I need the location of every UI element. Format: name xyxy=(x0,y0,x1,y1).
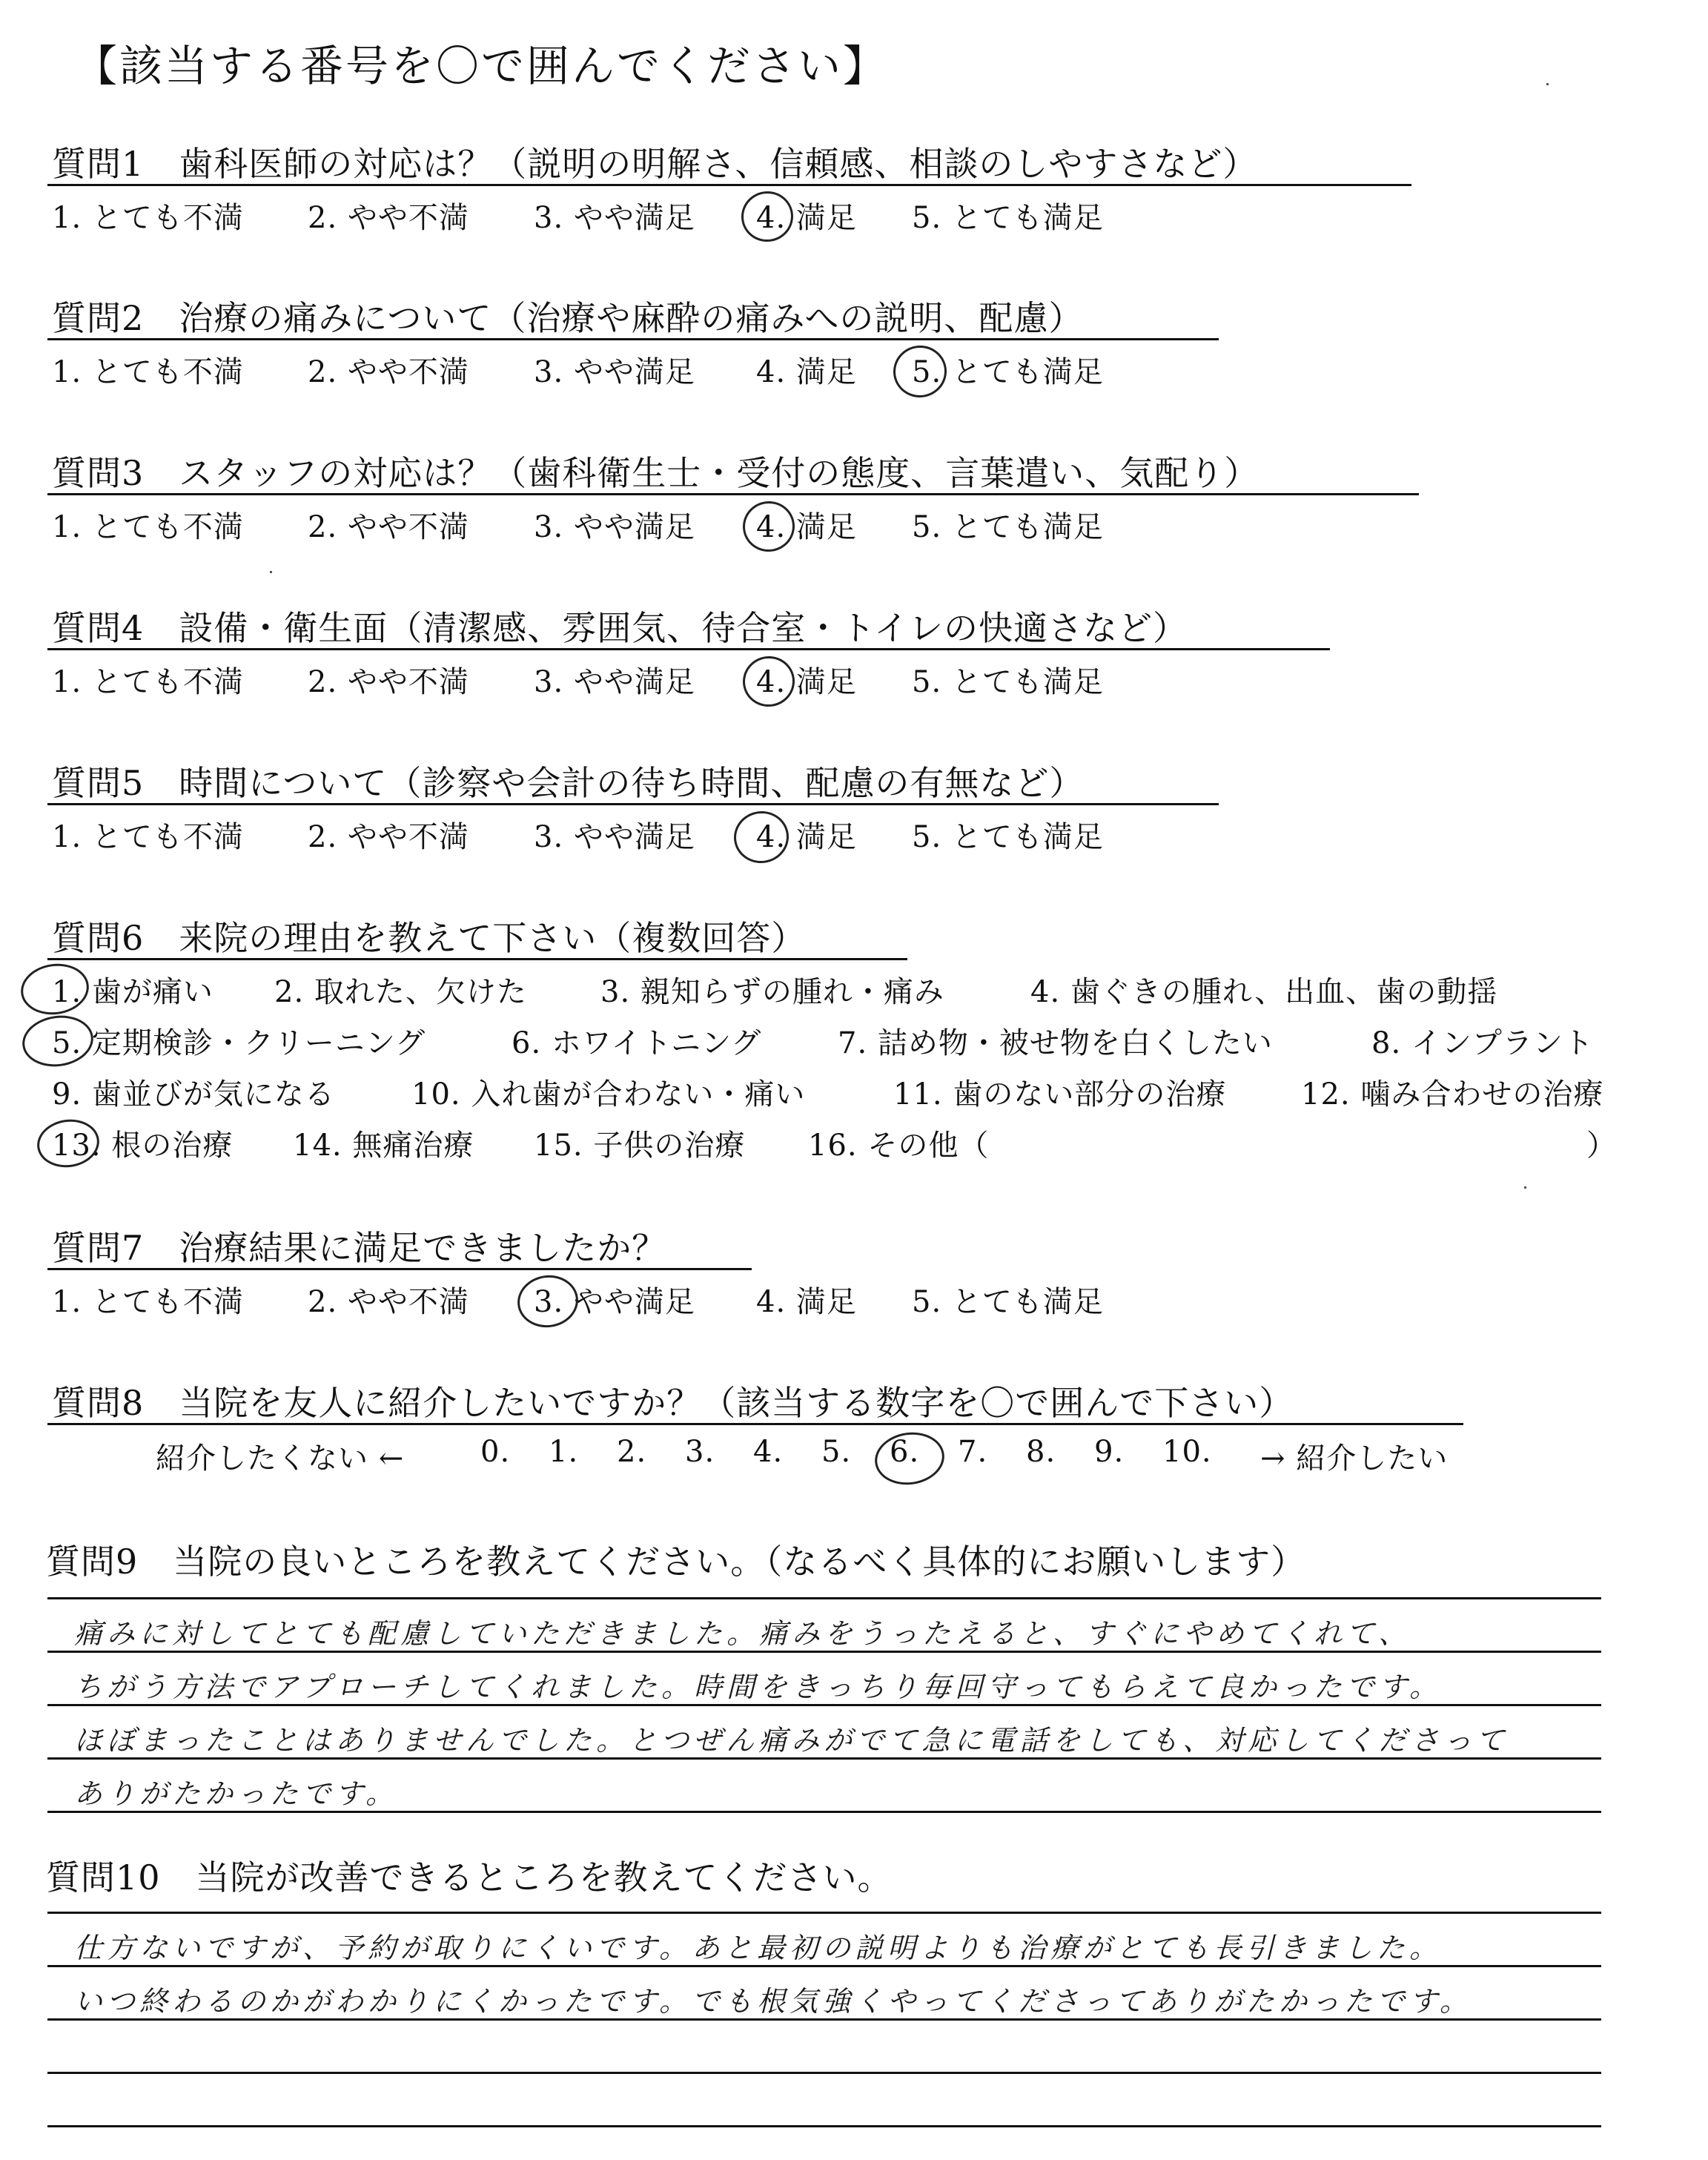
page-title: 【該当する番号を〇で囲んでください】 xyxy=(74,41,889,91)
question-5-underline xyxy=(47,803,1219,805)
q3-option-4[interactable]: 4. 満足 xyxy=(756,510,857,544)
question-10-label: 質問10 当院が改善できるところを教えてください。 xyxy=(46,1857,893,1898)
question-1-underline xyxy=(47,184,1411,186)
q8-scale-8[interactable]: 8. xyxy=(1026,1435,1056,1469)
q8-scale-10[interactable]: 10. xyxy=(1162,1435,1212,1469)
q3-option-1[interactable]: 1. とても不満 xyxy=(52,510,244,544)
question-2-underline xyxy=(47,338,1219,340)
q4-option-3[interactable]: 3. やや満足 xyxy=(534,665,695,699)
q2-option-3[interactable]: 3. やや満足 xyxy=(534,355,695,389)
q8-scale-1[interactable]: 1. xyxy=(549,1435,579,1469)
q10-answer-rule-1 xyxy=(47,1912,1601,1914)
question-4-label: 質問4 設備・衛生面（清潔感、雰囲気、待合室・トイレの快適さなど） xyxy=(52,608,1188,648)
q4-option-5[interactable]: 5. とても満足 xyxy=(912,665,1104,699)
q4-option-2[interactable]: 2. やや不満 xyxy=(308,665,469,699)
q8-scale-5[interactable]: 5. xyxy=(821,1435,852,1469)
question-8-label: 質問8 当院を友人に紹介したいですか？（該当する数字を〇で囲んで下さい） xyxy=(52,1383,1294,1423)
question-5-label: 質問5 時間について（診察や会計の待ち時間、配慮の有無など） xyxy=(52,763,1085,803)
question-9-label: 質問9 当院の良いところを教えてください。（なるべく具体的にお願いします） xyxy=(46,1542,1306,1582)
q6-option-9[interactable]: 9. 歯並びが気になる xyxy=(52,1077,335,1112)
q6-option-14[interactable]: 14. 無痛治療 xyxy=(293,1129,474,1163)
q9-answer-rule-1 xyxy=(47,1597,1601,1599)
q9-answer-line-2: ちがう方法でアプローチしてくれました。時間をきっちり毎回守ってもらえて良かったです。 xyxy=(74,1671,1442,1703)
q1-option-3[interactable]: 3. やや満足 xyxy=(534,201,695,235)
q10-answer-rule-5 xyxy=(47,2125,1601,2127)
q5-option-3[interactable]: 3. やや満足 xyxy=(534,820,695,854)
q8-scale-right-label: → 紹介したい xyxy=(1260,1441,1449,1476)
q7-option-1[interactable]: 1. とても不満 xyxy=(52,1285,244,1319)
q2-option-5[interactable]: 5. とても満足 xyxy=(912,355,1104,389)
q9-answer-line-1: 痛みに対してとても配慮していただきました。痛みをうったえると、すぐにやめてくれて、 xyxy=(74,1617,1411,1650)
q8-scale-7[interactable]: 7. xyxy=(958,1435,988,1469)
q6-option-5[interactable]: 5. 定期検診・クリーニング xyxy=(52,1026,426,1060)
q6-option-4[interactable]: 4. 歯ぐきの腫れ、出血、歯の動揺 xyxy=(1030,975,1498,1009)
q8-scale-9[interactable]: 9. xyxy=(1094,1435,1125,1469)
scan-speck xyxy=(270,571,272,573)
q5-option-2[interactable]: 2. やや不満 xyxy=(308,820,469,854)
q10-answer-rule-3 xyxy=(47,2018,1601,2021)
q1-option-1[interactable]: 1. とても不満 xyxy=(52,201,244,235)
scan-speck xyxy=(1524,1186,1526,1189)
q6-option-7[interactable]: 7. 詰め物・被せ物を白くしたい xyxy=(838,1026,1273,1060)
q6-other-close-paren: ） xyxy=(1586,1129,1617,1163)
q2-option-4[interactable]: 4. 満足 xyxy=(756,355,857,389)
q6-option-3[interactable]: 3. 親知らずの腫れ・痛み xyxy=(600,975,944,1009)
q7-option-3[interactable]: 3. やや満足 xyxy=(534,1285,695,1319)
q8-scale-2[interactable]: 2. xyxy=(617,1435,647,1469)
q4-option-4[interactable]: 4. 満足 xyxy=(756,665,857,699)
q6-option-15[interactable]: 15. 子供の治療 xyxy=(534,1129,746,1163)
q8-selected-circle xyxy=(872,1428,948,1489)
q6-option-12[interactable]: 12. 噛み合わせの治療 xyxy=(1301,1077,1604,1112)
question-6-underline xyxy=(47,958,907,960)
question-7-underline xyxy=(47,1268,752,1270)
q9-answer-rule-4 xyxy=(47,1757,1601,1760)
q6-option-2[interactable]: 2. 取れた、欠けた xyxy=(274,975,527,1009)
q5-option-5[interactable]: 5. とても満足 xyxy=(912,820,1104,854)
question-8-underline xyxy=(47,1423,1463,1425)
q10-answer-rule-4 xyxy=(47,2072,1601,2074)
scan-speck xyxy=(1546,83,1549,85)
q8-scale-4[interactable]: 4. xyxy=(753,1435,784,1469)
q10-answer-line-2: いつ終わるのかがわかりにくかったです。でも根気強くやってくださってありがたかったです。 xyxy=(74,1985,1472,2018)
question-2-label: 質問2 治療の痛みについて（治療や麻酔の痛みへの説明、配慮） xyxy=(52,298,1084,338)
q9-answer-rule-2 xyxy=(47,1651,1601,1653)
q7-option-4[interactable]: 4. 満足 xyxy=(756,1285,857,1319)
q5-option-1[interactable]: 1. とても不満 xyxy=(52,820,244,854)
q6-option-11[interactable]: 11. 歯のない部分の治療 xyxy=(893,1077,1227,1112)
question-3-underline xyxy=(47,493,1419,495)
q10-answer-rule-2 xyxy=(47,1965,1601,1967)
q6-option-8[interactable]: 8. インプラント xyxy=(1371,1026,1594,1060)
q2-option-1[interactable]: 1. とても不満 xyxy=(52,355,244,389)
q9-answer-line-4: ありがたかったです。 xyxy=(74,1777,398,1810)
q7-option-5[interactable]: 5. とても満足 xyxy=(912,1285,1104,1319)
q8-scale-3[interactable]: 3. xyxy=(685,1435,715,1469)
q9-answer-rule-3 xyxy=(47,1704,1601,1706)
q9-answer-rule-5 xyxy=(47,1811,1601,1813)
question-7-label: 質問7 治療結果に満足できましたか？ xyxy=(52,1228,667,1268)
q9-answer-line-3: ほぼまったことはありませんでした。とつぜん痛みがでて急に電話をしても、対応してくださって xyxy=(74,1724,1509,1757)
q5-option-4[interactable]: 4. 満足 xyxy=(756,820,857,854)
q4-option-1[interactable]: 1. とても不満 xyxy=(52,665,244,699)
q6-option-16[interactable]: 16. その他（ xyxy=(808,1129,990,1163)
q3-option-3[interactable]: 3. やや満足 xyxy=(534,510,695,544)
q10-answer-line-1: 仕方ないですが、予約が取りにくいです。あと最初の説明よりも治療がとても長引きました。 xyxy=(74,1932,1442,1964)
q1-option-2[interactable]: 2. やや不満 xyxy=(308,201,469,235)
q6-option-13[interactable]: 13. 根の治療 xyxy=(52,1129,234,1163)
q6-option-1[interactable]: 1. 歯が痛い xyxy=(52,975,214,1009)
question-4-underline xyxy=(47,648,1330,650)
q3-option-5[interactable]: 5. とても満足 xyxy=(912,510,1104,544)
question-1-label: 質問1 歯科医師の対応は？（説明の明解さ、信頼感、相談のしやすさなど） xyxy=(52,144,1258,184)
q8-scale-0[interactable]: 0. xyxy=(480,1435,511,1469)
q7-option-2[interactable]: 2. やや不満 xyxy=(308,1285,469,1319)
q2-option-2[interactable]: 2. やや不満 xyxy=(308,355,469,389)
q6-option-10[interactable]: 10. 入れ歯が合わない・痛い xyxy=(411,1077,806,1112)
q8-scale-6[interactable]: 6. xyxy=(890,1435,920,1469)
question-3-label: 質問3 スタッフの対応は？（歯科衛生士・受付の態度、言葉遣い、気配り） xyxy=(52,453,1260,493)
q1-option-5[interactable]: 5. とても満足 xyxy=(912,201,1104,235)
q6-option-6[interactable]: 6. ホワイトニング xyxy=(512,1026,762,1060)
q3-option-2[interactable]: 2. やや不満 xyxy=(308,510,469,544)
question-6-label: 質問6 来院の理由を教えて下さい（複数回答） xyxy=(52,918,807,958)
q8-scale-left-label: 紹介したくない ← xyxy=(156,1441,405,1476)
q1-option-4[interactable]: 4. 満足 xyxy=(756,201,857,235)
